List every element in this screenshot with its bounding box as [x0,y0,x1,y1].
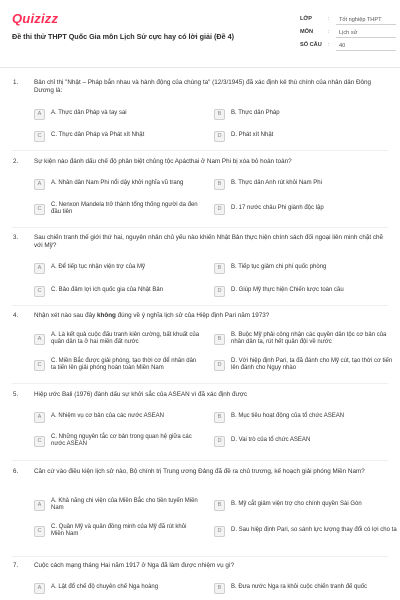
option-text: B. Mục tiêu hoạt động của tổ chức ASEAN [231,413,345,420]
question-text: Hiệp ước Bali (1976) đánh dấu sự khởi sắc của ASEAN vì đã xác định được [34,391,247,398]
option-text: C. Những nguyên tắc cơ bản trong quan hệ giữa các nước ASEAN [51,433,192,447]
meta-key: SỐ CÂU [300,42,322,48]
option-d[interactable] [214,522,399,540]
option-letter-box: D [214,436,225,447]
question-text-emphasis: không [97,312,116,319]
meta-key: LỚP [300,16,312,22]
option-letter-box: D [214,204,225,215]
option-letter-box: A [34,109,45,120]
question-number: 2. [13,158,19,165]
option-text: A. Khả năng chi viện của Miền Bắc cho tiền tuyến Miền Nam [51,497,198,511]
option-letter-box: C [34,286,45,297]
option-text: A. Nhiệm vụ cơ bản của các nước ASEAN [51,413,164,420]
meta-value: Lịch sử [336,28,396,38]
option-letter-box: B [214,263,225,274]
option-letter-box: D [214,131,225,142]
option-letter-box: A [34,412,45,423]
option-letter-box: C [34,131,45,142]
option-d[interactable] [214,356,399,374]
option-text: D. 17 nước châu Phi giành độc lập [231,205,324,212]
option-text: D. Giúp Mỹ thực hiện Chiến lược toàn cầu [231,287,344,294]
option-d[interactable] [214,200,399,218]
option-text: D. Vai trò của tổ chức ASEAN [231,437,311,444]
meta-separator: : [328,42,330,48]
question-text [34,312,392,320]
question-text-start: Nhận xét nào sau đây [34,312,98,319]
option-d[interactable] [214,432,399,450]
option-c[interactable] [34,200,201,218]
option-text: B. Tiếp tục giảm chi phí quốc phòng [231,264,327,271]
option-text: A. Nhân dân Nam Phi nổi dậy khởi nghĩa vũ trang [51,180,184,187]
option-b[interactable] [214,105,399,123]
option-letter-box: B [214,500,225,511]
question-text: Cuộc cách mạng tháng Hai năm 1917 ở Nga đã làm được nhiệm vụ gì? [34,562,235,569]
option-a[interactable] [34,105,201,123]
question-number: 4. [13,312,19,319]
option-letter-box: A [34,263,45,274]
option-letter-box: D [214,286,225,297]
question-number: 1. [13,79,19,86]
option-letter-box: D [214,526,225,537]
meta-row-subject [300,26,396,39]
option-d[interactable] [214,282,399,300]
worksheet-title: Đề thi thử THPT Quốc Gia môn Lịch Sử cực hay có lời giải (Đề 4) [12,32,235,41]
option-text: C. Miền Bắc được giải phóng, tạo thời cơ để nhân dân ta tiến lên giải phóng hoàn toàn Miền Nam [51,357,197,371]
option-c[interactable] [34,522,201,540]
option-a[interactable] [34,579,201,597]
option-text: C. Bảo đảm lợi ích quốc gia của Nhật Bản [51,287,163,294]
question-text: Sau chiến tranh thế giới thứ hai, nguyên nhân chủ yếu nào khiến Nhật Bản thực hiện chính sách đối ngoại liên minh chặt chẽ với Mỹ? [34,234,383,249]
question-divider [12,150,388,151]
option-text: A. Lật đổ chế độ chuyên chế Nga hoàng [51,584,159,591]
option-b[interactable] [214,496,399,514]
option-text: C. Thực dân Pháp và Phát xít Nhật [51,132,145,139]
question-text: Sự kiện nào đánh dấu chế độ phân biệt chủng tộc Apácthai ở Nam Phi bị xóa bỏ hoàn toàn? [34,158,292,165]
option-a[interactable] [34,259,201,277]
option-text: C. Nenxon Mandela trở thành tổng thống người da đen đầu tiên [51,201,198,215]
option-letter-box: B [214,109,225,120]
worksheet-header [0,0,400,68]
option-c[interactable] [34,432,201,450]
meta-value: Tốt nghiệp THPT [336,15,396,25]
option-text: C. Quân Mỹ và quân đồng minh của Mỹ đã rút khỏi Miền Nam [51,523,187,537]
option-c[interactable] [34,356,201,374]
question-number: 7. [13,562,19,569]
question-divider [12,227,388,228]
option-text: D. Với hiệp định Pari, ta đã đánh cho Mỹ cút, tạo thời cơ tiến lên đánh cho Ngụy nhào [231,357,393,371]
question-number: 5. [13,391,19,398]
option-letter-box: A [34,334,45,345]
meta-key: MÔN [300,29,314,35]
option-letter-box: B [214,334,225,345]
question-divider [12,556,388,557]
option-b[interactable] [214,330,399,348]
option-b[interactable] [214,259,399,277]
option-b[interactable] [214,175,399,193]
question-text: Căn cứ vào điều kiện lịch sử nào, Bộ chính trị Trung ương Đảng đã đề ra chủ trương, kế hoạch giải phóng Miền Nam? [34,468,365,475]
option-text: A. Là kết quả cuộc đấu tranh kiên cường, bất khuất của quân dân ta ở hai miền đất nước [51,331,200,345]
meta-panel [300,13,396,52]
option-letter-box: B [214,179,225,190]
option-letter-box: A [34,500,45,511]
option-letter-box: C [34,436,45,447]
option-text: B. Buộc Mỹ phải công nhận các quyền dân tộc cơ bản của nhân dân ta, rút hết quân đội về nước [231,331,387,345]
question-text: Bản chỉ thị "Nhật – Pháp bắn nhau và hành động của chúng ta" (12/3/1945) đã xác định kẻ thù chính của nhân dân Đông Dương là: [34,79,372,94]
question-divider [12,460,388,461]
meta-separator: : [328,29,330,35]
option-text: D. Phát xít Nhật [231,132,274,139]
quizizz-logo[interactable]: Quizizz [12,11,59,26]
question-number: 3. [13,234,19,241]
question-divider [12,383,388,384]
header-divider [0,67,400,68]
option-b[interactable] [214,408,399,426]
option-text: D. Sau hiệp định Pari, so sánh lực lượng thay đổi có lợi cho ta [231,527,397,534]
option-text: A. Để tiếp tục nhận viện trợ của Mỹ [51,264,145,271]
option-a[interactable] [34,330,201,348]
option-text: A. Thực dân Pháp và tay sai [51,110,127,117]
meta-separator: : [328,16,330,22]
option-letter-box: A [34,179,45,190]
option-d[interactable] [214,127,399,145]
option-text: B. Thực dân Pháp [231,110,280,117]
meta-row-question-count [300,39,396,52]
option-a[interactable] [34,408,201,426]
option-text: B. Thực dân Anh rút khỏi Nam Phi [231,180,322,187]
option-text: B. Mỹ cắt giảm viện trợ cho chính quyền Sài Gòn [231,501,362,508]
option-letter-box: D [214,360,225,371]
option-letter-box: C [34,526,45,537]
option-a[interactable] [34,496,201,514]
option-text: B. Đưa nước Nga ra khỏi cuộc chiến tranh đế quốc [231,584,368,591]
meta-value: 40 [336,41,396,51]
option-c[interactable] [34,282,201,300]
option-letter-box: B [214,412,225,423]
option-c[interactable] [34,127,201,145]
question-divider [12,305,388,306]
option-b[interactable] [214,579,399,597]
question-number: 6. [13,468,19,475]
option-a[interactable] [34,175,201,193]
option-letter-box: C [34,360,45,371]
meta-row-class [300,13,396,26]
question-text-end: đúng về ý nghĩa lịch sử của Hiệp định Pari năm 1973? [115,312,270,319]
option-letter-box: B [214,583,225,594]
option-letter-box: C [34,204,45,215]
option-letter-box: A [34,583,45,594]
